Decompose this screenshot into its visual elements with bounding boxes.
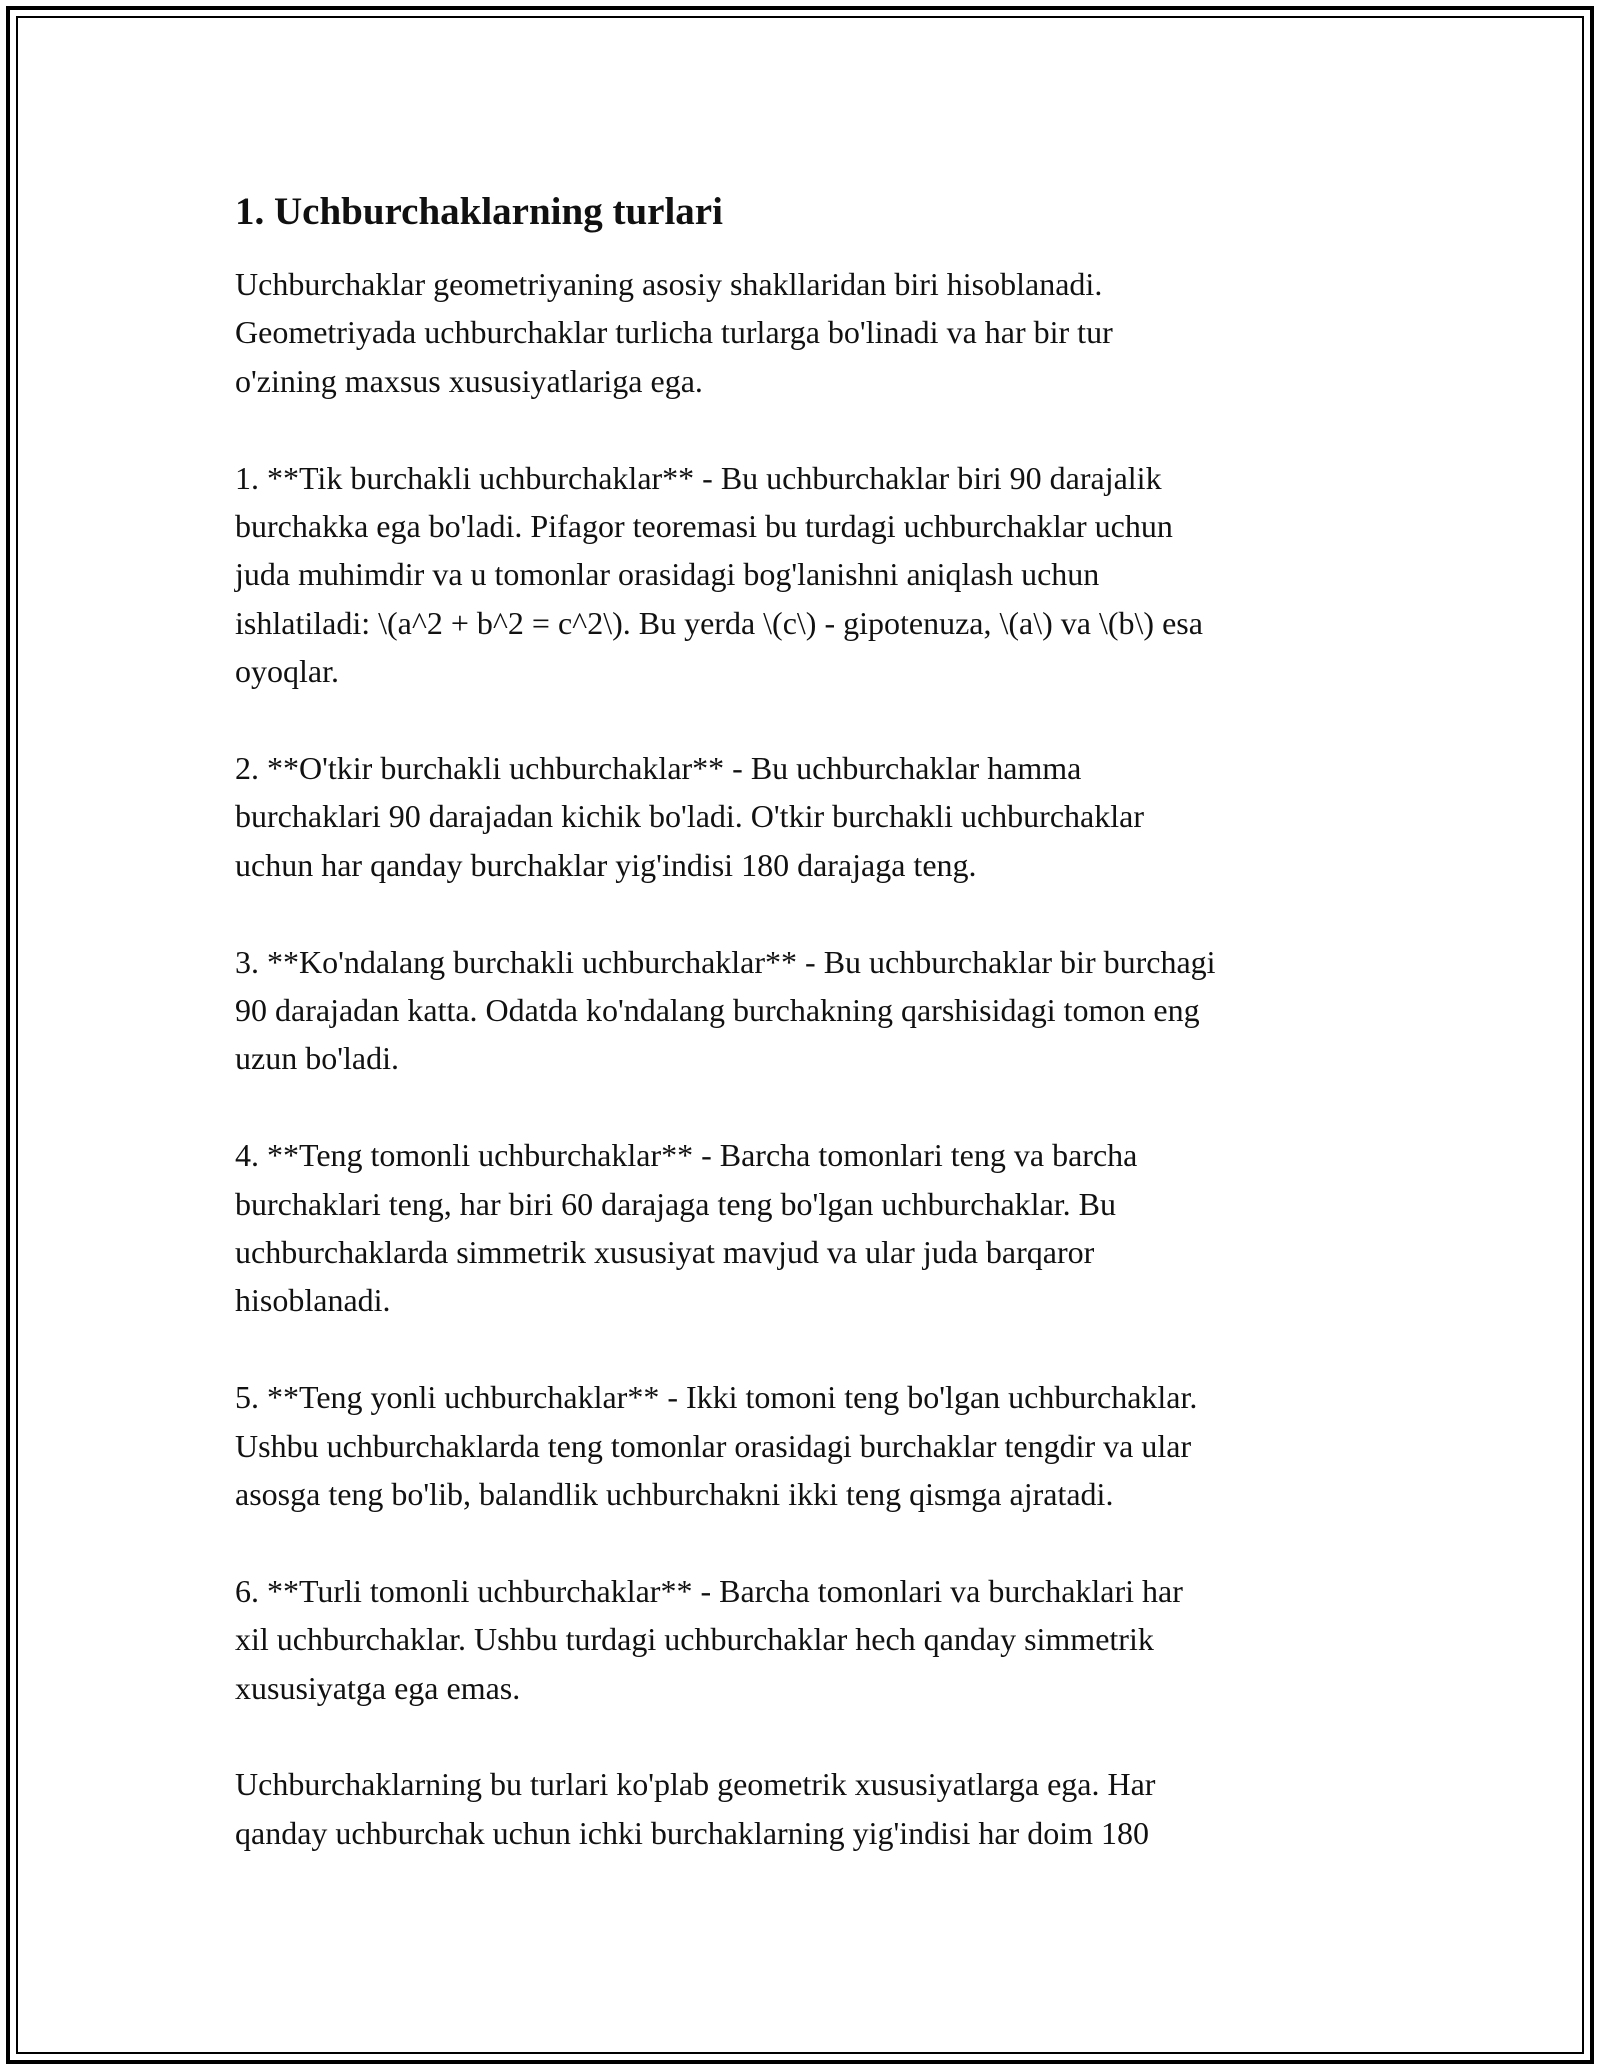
text-line: uzun bo'ladi. <box>235 1040 399 1077</box>
document-body <box>235 188 1365 1906</box>
list-item-equilateral-triangles <box>235 1131 1365 1325</box>
text-line: ishlatiladi: \(a^2 + b^2 = c^2\). Bu yerda \(c\) - gipotenuza, \(a\) va \(b\) esa <box>235 604 1203 641</box>
text-line: burchaklari 90 darajadan kichik bo'ladi. O'tkir burchakli uchburchaklar <box>235 798 1144 835</box>
section-heading: 1. Uchburchaklarning turlari <box>235 190 723 233</box>
text-line: o'zining maxsus xususiyatlariga ega. <box>235 362 703 399</box>
paragraph-intro <box>235 260 1365 405</box>
text-line: 1. **Tik burchakli uchburchaklar** - Bu uchburchaklar biri 90 darajalik <box>235 459 1162 496</box>
text-line: Uchburchaklar geometriyaning asosiy shakllaridan biri hisoblanadi. <box>235 266 1103 302</box>
text-line: qanday uchburchak uchun ichki burchaklarning yig'indisi har doim 180 <box>235 1814 1149 1851</box>
text-line: xususiyatga ega emas. <box>235 1669 521 1706</box>
text-line: asosga teng bo'lib, balandlik uchburchakni ikki teng qismga ajratadi. <box>235 1476 1114 1513</box>
list-item-isosceles-triangles <box>235 1373 1365 1518</box>
text-line: 4. **Teng tomonli uchburchaklar** - Barcha tomonlari teng va barcha <box>235 1137 1138 1174</box>
text-line: Ushbu uchburchaklarda teng tomonlar orasidagi burchaklar tengdir va ular <box>235 1427 1192 1464</box>
paragraph-conclusion <box>235 1760 1365 1857</box>
text-line: uchun har qanday burchaklar yig'indisi 180 darajaga teng. <box>235 846 977 883</box>
text-line: juda muhimdir va u tomonlar orasidagi bog'lanishni aniqlash uchun <box>235 556 1100 593</box>
text-line: uchburchaklarda simmetrik xususiyat mavjud va ular juda barqaror <box>235 1234 1095 1271</box>
list-item-right-triangles <box>235 454 1365 696</box>
text-line: burchakka ega bo'ladi. Pifagor teoremasi bu turdagi uchburchaklar uchun <box>235 508 1173 545</box>
text-line: 3. **Ko'ndalang burchakli uchburchaklar** - Bu uchburchaklar bir burchagi <box>235 943 1216 980</box>
text-line: burchaklari teng, har biri 60 darajaga teng bo'lgan uchburchaklar. Bu <box>235 1185 1116 1222</box>
text-line: 6. **Turli tomonli uchburchaklar** - Barcha tomonlari va burchaklari har <box>235 1572 1183 1609</box>
text-line: Geometriyada uchburchaklar turlicha turlarga bo'linadi va har bir tur <box>235 314 1113 351</box>
list-item-scalene-triangles <box>235 1567 1365 1712</box>
text-line: oyoqlar. <box>235 653 339 690</box>
text-line: 90 darajadan katta. Odatda ko'ndalang burchakning qarshisidagi tomon eng <box>235 992 1200 1029</box>
text-line: 2. **O'tkir burchakli uchburchaklar** - Bu uchburchaklar hamma <box>235 750 1082 787</box>
list-item-acute-triangles <box>235 744 1365 889</box>
list-item-obtuse-triangles <box>235 938 1365 1083</box>
text-line: xil uchburchaklar. Ushbu turdagi uchburchaklar hech qanday simmetrik <box>235 1621 1154 1658</box>
text-line: 5. **Teng yonli uchburchaklar** - Ikki tomoni teng bo'lgan uchburchaklar. <box>235 1379 1198 1416</box>
text-line: Uchburchaklarning bu turlari ko'plab geometrik xususiyatlarga ega. Har <box>235 1766 1156 1803</box>
text-line: hisoblanadi. <box>235 1282 391 1319</box>
